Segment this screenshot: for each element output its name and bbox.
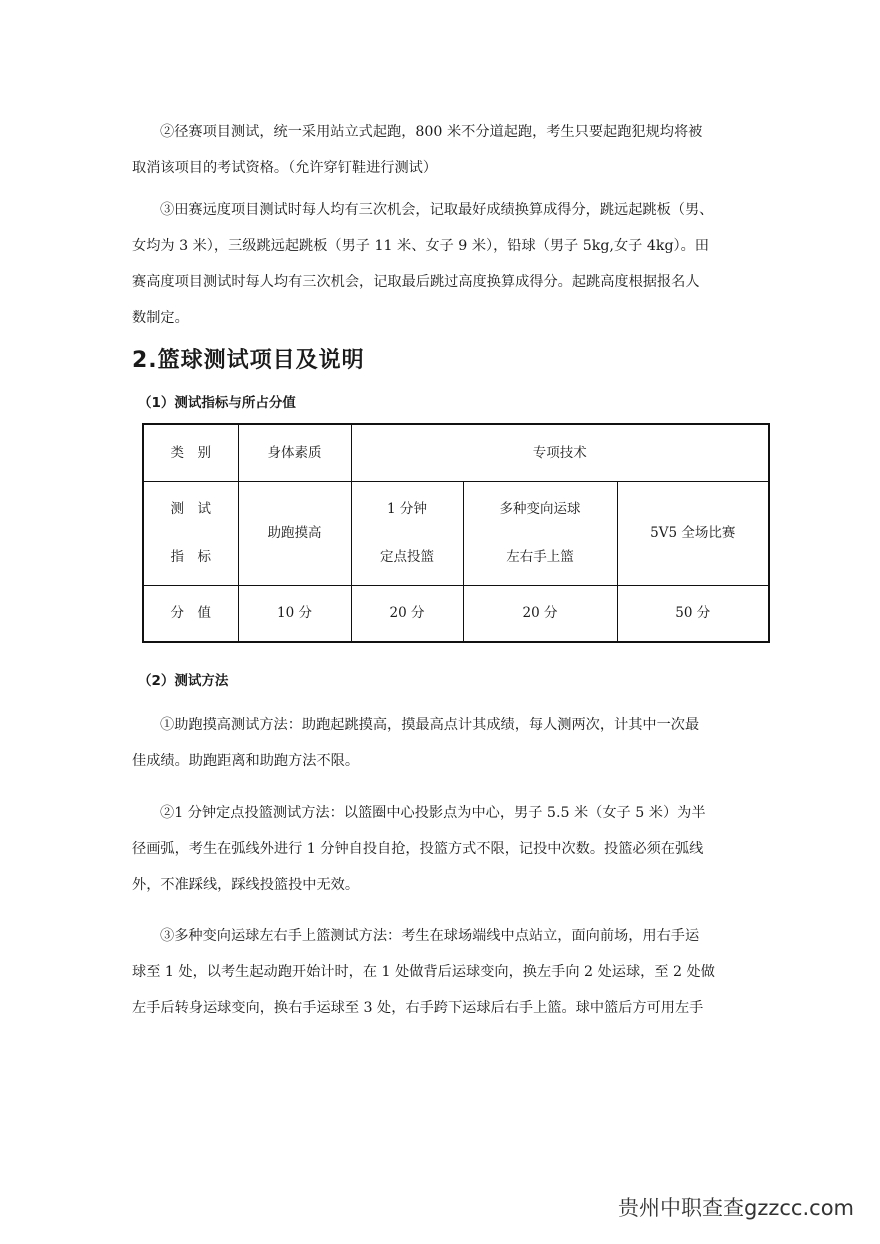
paragraph-method-3	[132, 918, 748, 1026]
table-indicator-row	[143, 481, 769, 585]
text-line: 女均为 3 米），三级跳远起跳板（男子 11 米、女子 9 米），铅球（男子 5kg,女子 4kg）。田	[132, 238, 709, 254]
text-line: ③田赛远度项目测试时每人均有三次机会，记取最好成绩换算成得分，跳远起跳板（男、	[160, 202, 714, 218]
indicator-full-court-game: 5V5 全场比赛	[650, 525, 736, 541]
indicator-shooting-line1: 1 分钟	[387, 501, 427, 517]
indicator-cell	[463, 481, 617, 585]
score-value: 50 分	[675, 605, 711, 622]
category-label-cell	[143, 424, 238, 481]
score-cell	[238, 585, 351, 642]
score-cell	[617, 585, 769, 642]
indicator-label-line1: 测 试	[170, 501, 211, 517]
score-table	[142, 423, 770, 643]
physical-header-cell	[238, 424, 351, 481]
indicator-cell	[238, 481, 351, 585]
paragraph-track-start	[132, 114, 748, 186]
physical-header: 身体素质	[267, 444, 322, 461]
text-line: ②1 分钟定点投篮测试方法：以篮圈中心投影点为中心，男子 5.5 米（女子 5 米）为半	[160, 805, 706, 821]
text-line: ③多种变向运球左右手上篮测试方法：考生在球场端线中点站立，面向前场，用右手运	[160, 928, 700, 944]
score-value: 20 分	[522, 605, 558, 622]
score-label: 分 值	[170, 605, 211, 622]
text-line: 左手后转身运球变向，换右手运球至 3 处，右手跨下运球后右手上篮。球中篮后方可用左手	[132, 1000, 704, 1016]
table-header-row	[143, 424, 769, 481]
text-line: ②径赛项目测试，统一采用站立式起跑，800 米不分道起跑，考生只要起跑犯规均将被	[160, 124, 703, 140]
table-score-row	[143, 585, 769, 642]
subsection-title-scores: （1）测试指标与所占分值	[138, 395, 296, 411]
text-line: 球至 1 处，以考生起动跑开始计时，在 1 处做背后运球变向，换左手向 2 处运球，至 2 处做	[132, 964, 715, 980]
score-value: 10 分	[277, 605, 312, 622]
indicator-cell	[617, 481, 769, 585]
indicator-label-cell	[143, 481, 238, 585]
skill-header: 专项技术	[532, 444, 587, 461]
category-label: 类 别	[170, 444, 211, 461]
text-line: 径画弧，考生在弧线外进行 1 分钟自投自抢，投篮方式不限，记投中次数。投篮必须在弧线	[132, 841, 704, 857]
paragraph-method-1	[132, 707, 748, 779]
indicator-label-line2: 指 标	[170, 549, 211, 565]
site-watermark: 贵州中职查查gzzcc.com	[618, 1196, 854, 1220]
text-line: 外，不准踩线，踩线投篮投中无效。	[132, 877, 360, 893]
text-line: 赛高度项目测试时每人均有三次机会，记取最后跳过高度换算成得分。起跳高度根据报名人	[132, 274, 700, 290]
score-value: 20 分	[389, 605, 425, 622]
text-line: 取消该项目的考试资格。（允许穿钉鞋进行测试）	[132, 160, 438, 176]
indicator-dribble-line1: 多种变向运球	[499, 501, 581, 517]
score-label-cell	[143, 585, 238, 642]
text-line: ①助跑摸高测试方法：助跑起跳摸高，摸最高点计其成绩，每人测两次，计其中一次最	[160, 717, 700, 733]
subsection-title-methods: （2）测试方法	[138, 673, 229, 689]
paragraph-field-events	[132, 192, 748, 336]
text-line: 数制定。	[132, 310, 189, 326]
section-title: 2.篮球测试项目及说明	[132, 348, 365, 373]
skill-header-cell	[351, 424, 769, 481]
indicator-shooting-line2: 定点投篮	[380, 549, 434, 565]
text-line: 佳成绩。助跑距离和助跑方法不限。	[132, 753, 360, 769]
indicator-cell	[351, 481, 463, 585]
paragraph-method-2	[132, 795, 748, 903]
indicator-run-jump: 助跑摸高	[267, 525, 322, 541]
indicator-dribble-line2: 左右手上篮	[506, 549, 574, 565]
score-cell	[463, 585, 617, 642]
score-cell	[351, 585, 463, 642]
